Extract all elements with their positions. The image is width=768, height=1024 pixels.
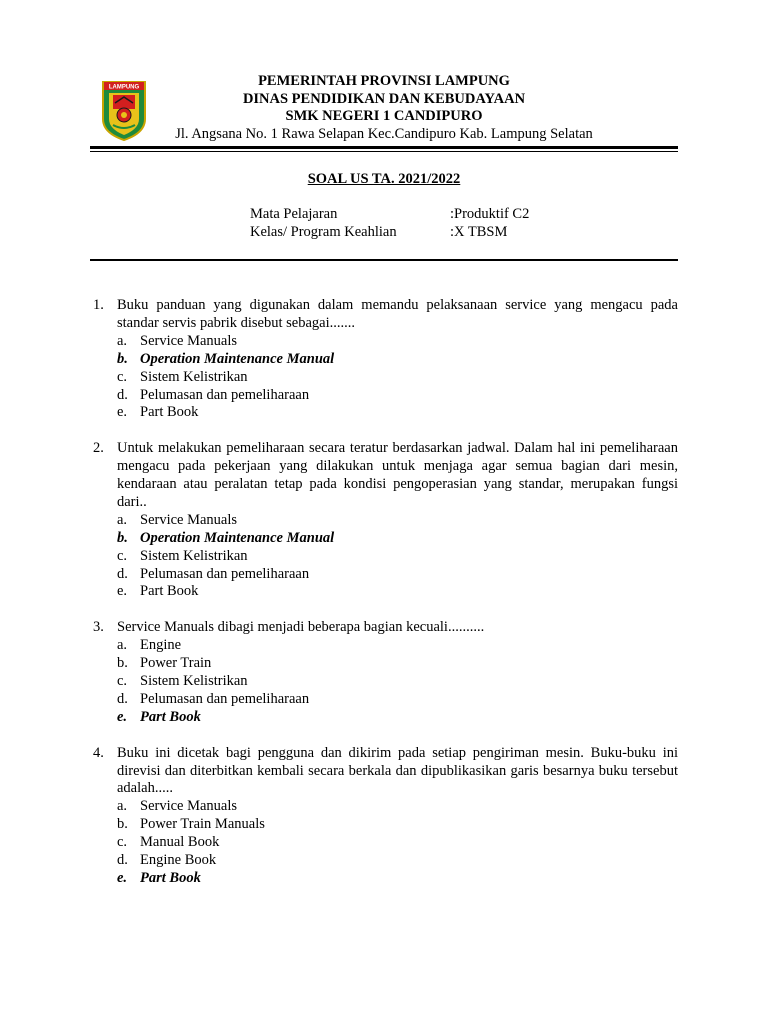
- question-text: Buku ini dicetak bagi pengguna dan dikirim pada setiap pengiriman mesin. Buku-buku ini direvisi dan diterbitkan kembali secara berkala dan dipublikasikan garis besarnya buku tersebut adalah.....: [117, 744, 678, 797]
- letterhead: [90, 73, 678, 143]
- header-government: PEMERINTAH PROVINSI LAMPUNG: [258, 73, 510, 89]
- option-label: e.: [117, 869, 128, 886]
- option-text: Operation Maintenance Manual: [140, 529, 335, 546]
- logo-text: LAMPUNG: [108, 84, 140, 91]
- section-divider: [90, 259, 678, 261]
- answer-option: [117, 548, 678, 566]
- option-label: c.: [117, 547, 128, 564]
- answer-option: [117, 691, 678, 709]
- answer-option-correct: [117, 709, 678, 727]
- option-label: a.: [117, 637, 128, 654]
- header-divider-thin: [90, 151, 678, 152]
- option-label: d.: [117, 690, 128, 707]
- question-number: 2.: [93, 440, 104, 457]
- header-school: SMK NEGERI 1 CANDIPURO: [285, 108, 483, 124]
- question-number: 4.: [93, 744, 104, 761]
- option-text: Manual Book: [140, 834, 220, 851]
- option-label: b.: [117, 350, 128, 367]
- option-text: Power Train: [140, 655, 212, 672]
- option-text: Part Book: [140, 708, 201, 725]
- info-value: :X TBSM: [450, 224, 508, 240]
- option-text: Engine Book: [140, 852, 217, 869]
- question-body: [117, 297, 678, 422]
- option-text: Sistem Kelistrikan: [140, 673, 248, 689]
- option-text: Power Train Manuals: [140, 816, 265, 833]
- info-key: Mata Pelajaran: [250, 206, 338, 222]
- exam-info-row: [250, 205, 529, 223]
- answer-option: [117, 637, 678, 655]
- answer-option: [117, 333, 678, 351]
- question-body: [117, 440, 678, 601]
- exam-title: SOAL US TA. 2021/2022: [307, 171, 461, 187]
- option-label: a.: [117, 332, 128, 349]
- question-text: Untuk melakukan pemeliharaan secara teratur berdasarkan jadwal. Dalam hal ini pemeliharaan mengacu pada pekerjaan yang dilakukan untuk menjaga agar semua bagian dari mesin, kendaraan atau peralatan tetap pada kondisi pengoperasian yang standar, merupakan fungsi dari..: [117, 440, 678, 510]
- answer-option: [117, 816, 678, 834]
- option-text: Pelumasan dan pemeliharaan: [140, 690, 310, 707]
- answer-option: [117, 369, 678, 387]
- question-body: [117, 745, 678, 888]
- answer-option-correct: [117, 351, 678, 369]
- question-body: [117, 619, 678, 726]
- answer-option-correct: [117, 530, 678, 548]
- option-label: e.: [117, 708, 128, 725]
- option-text: Service Manuals: [140, 332, 238, 349]
- option-text: Part Book: [140, 869, 201, 886]
- option-label: c.: [117, 368, 128, 385]
- option-label: b.: [117, 529, 128, 546]
- answer-option: [117, 387, 678, 405]
- option-text: Service Manuals: [140, 798, 238, 815]
- option-label: a.: [117, 798, 128, 815]
- option-label: a.: [117, 511, 128, 528]
- option-label: e.: [117, 404, 128, 421]
- option-text: Part Book: [140, 404, 199, 421]
- option-text: Operation Maintenance Manual: [140, 350, 335, 367]
- option-text: Pelumasan dan pemeliharaan: [140, 565, 310, 582]
- question-item: [90, 440, 678, 601]
- option-label: b.: [117, 655, 128, 672]
- answer-option-correct: [117, 870, 678, 888]
- question-number: 1.: [93, 297, 104, 313]
- question-item: [90, 619, 678, 726]
- option-label: d.: [117, 565, 128, 582]
- answer-option: [117, 583, 678, 601]
- header-department: DINAS PENDIDIKAN DAN KEBUDAYAAN: [242, 90, 526, 107]
- option-text: Service Manuals: [140, 511, 238, 528]
- info-value: :Produktif C2: [450, 206, 530, 222]
- option-text: Sistem Kelistrikan: [140, 368, 248, 385]
- answer-option: [117, 655, 678, 673]
- option-label: e.: [117, 583, 128, 600]
- exam-info-row: [250, 223, 529, 241]
- option-label: b.: [117, 816, 128, 833]
- answer-option: [117, 512, 678, 530]
- answer-option: [117, 852, 678, 870]
- option-label: c.: [117, 834, 128, 851]
- question-item: [90, 297, 678, 422]
- answer-option: [117, 566, 678, 584]
- exam-info: [250, 205, 529, 241]
- answer-option: [117, 673, 678, 691]
- option-text: Engine: [140, 637, 182, 654]
- option-label: d.: [117, 386, 128, 403]
- question-text: Service Manuals dibagi menjadi beberapa bagian kecuali..........: [117, 619, 485, 636]
- option-text: Pelumasan dan pemeliharaan: [140, 386, 310, 403]
- option-text: Part Book: [140, 583, 199, 600]
- question-list: [90, 297, 678, 906]
- question-text: Buku panduan yang digunakan dalam memandu pelaksanaan service yang mengacu pada standar servis pabrik disebut sebagai.......: [117, 297, 678, 331]
- answer-option: [117, 404, 678, 422]
- info-key: Kelas/ Program Keahlian: [250, 224, 397, 240]
- option-text: Sistem Kelistrikan: [140, 547, 248, 564]
- answer-option: [117, 834, 678, 852]
- header-address: Jl. Angsana No. 1 Rawa Selapan Kec.Candipuro Kab. Lampung Selatan: [175, 125, 593, 142]
- question-number: 3.: [93, 619, 104, 636]
- header-divider-thick: [90, 146, 678, 149]
- option-label: c.: [117, 673, 128, 689]
- question-item: [90, 745, 678, 888]
- answer-option: [117, 798, 678, 816]
- option-label: d.: [117, 852, 128, 869]
